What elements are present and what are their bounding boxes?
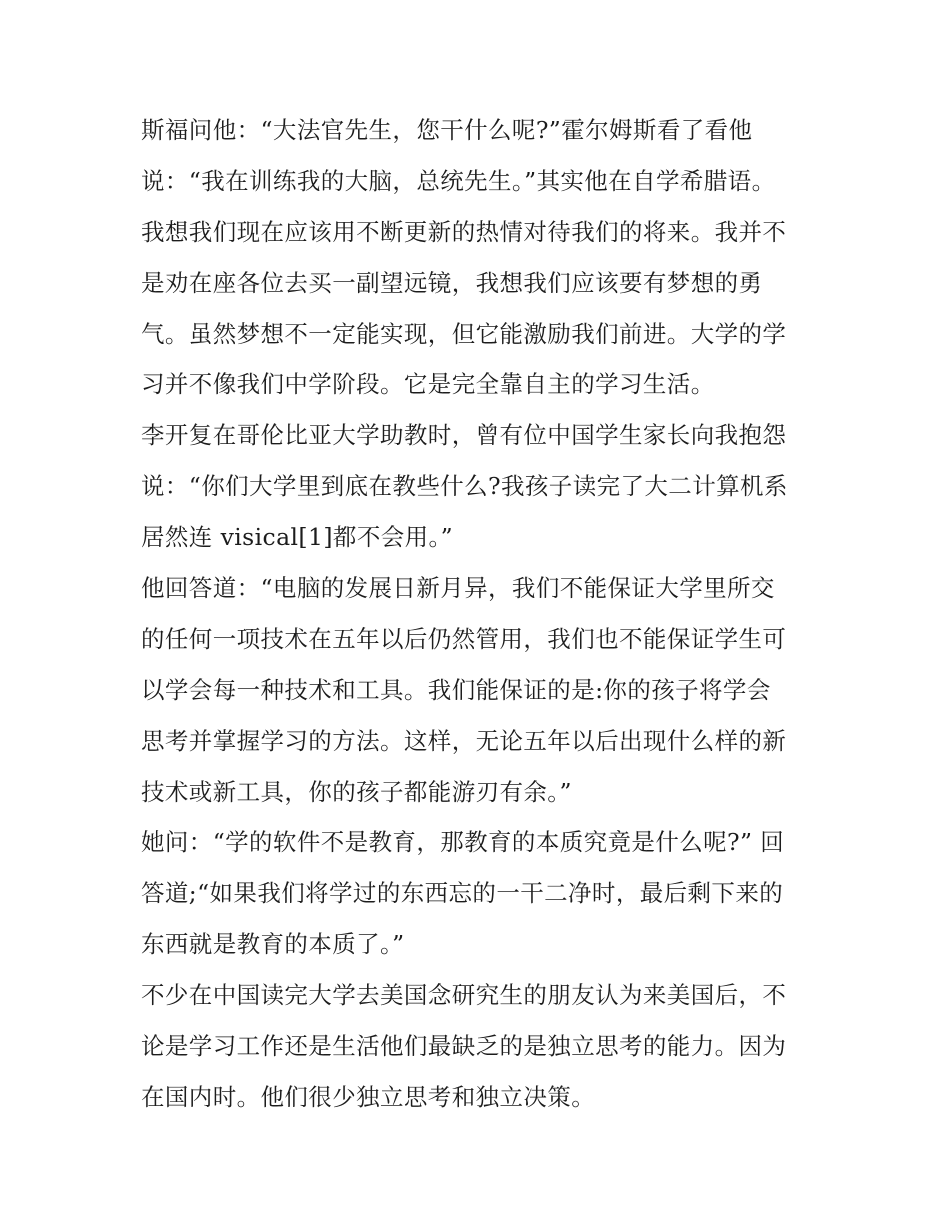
- text-line: 我想我们现在应该用不断更新的热情对待我们的将来。我并不: [141, 217, 787, 246]
- text-line: 说：“我在训练我的大脑，总统先生。”其实他在自学希腊语。: [141, 166, 776, 195]
- text-line: 以学会每一种技术和工具。我们能保证的是:你的孩子将学会: [141, 675, 771, 704]
- text-line: 习并不像我们中学阶段。它是完全靠自主的学习生活。: [141, 370, 715, 399]
- text-line: 思考并掌握学习的方法。这样，无论五年以后出现什么样的新: [141, 726, 787, 755]
- text-line: 东西就是教育的本质了。”: [141, 930, 405, 959]
- text-line: 的任何一项技术在五年以后仍然管用，我们也不能保证学生可: [141, 624, 787, 653]
- text-line: 居然连 visical[1]都不会用。”: [141, 523, 454, 552]
- text-line: 斯福问他：“大法官先生，您干什么呢?”霍尔姆斯看了看他: [141, 116, 753, 144]
- text-line: 技术或新工具，你的孩子都能游刃有余。”: [141, 777, 572, 806]
- text-line: 不少在中国读完大学去美国念研究生的朋友认为来美国后，不: [141, 981, 787, 1010]
- text-line: 答道;“如果我们将学过的东西忘的一干二净时，最后剩下来的: [141, 879, 784, 908]
- text-line: 她问：“学的软件不是教育，那教育的本质究竟是什么呢?” 回: [141, 828, 785, 857]
- text-line: 论是学习工作还是生活他们最缺乏的是独立思考的能力。因为: [141, 1032, 787, 1061]
- text-line: 是劝在座各位去买一副望远镜，我想我们应该要有梦想的勇: [141, 268, 763, 297]
- text-line: 他回答道：“电脑的发展日新月异，我们不能保证大学里所交: [141, 574, 775, 603]
- text-line: 气。虽然梦想不一定能实现，但它能激励我们前进。大学的学: [141, 319, 787, 348]
- text-line: 说：“你们大学里到底在教些什么?我孩子读完了大二计算机系: [141, 472, 788, 501]
- text-line: 李开复在哥伦比亚大学助教时，曾有位中国学生家长向我抱怨: [141, 421, 787, 450]
- text-line: 在国内时。他们很少独立思考和独立决策。: [141, 1082, 596, 1111]
- document-body: [141, 105, 821, 1123]
